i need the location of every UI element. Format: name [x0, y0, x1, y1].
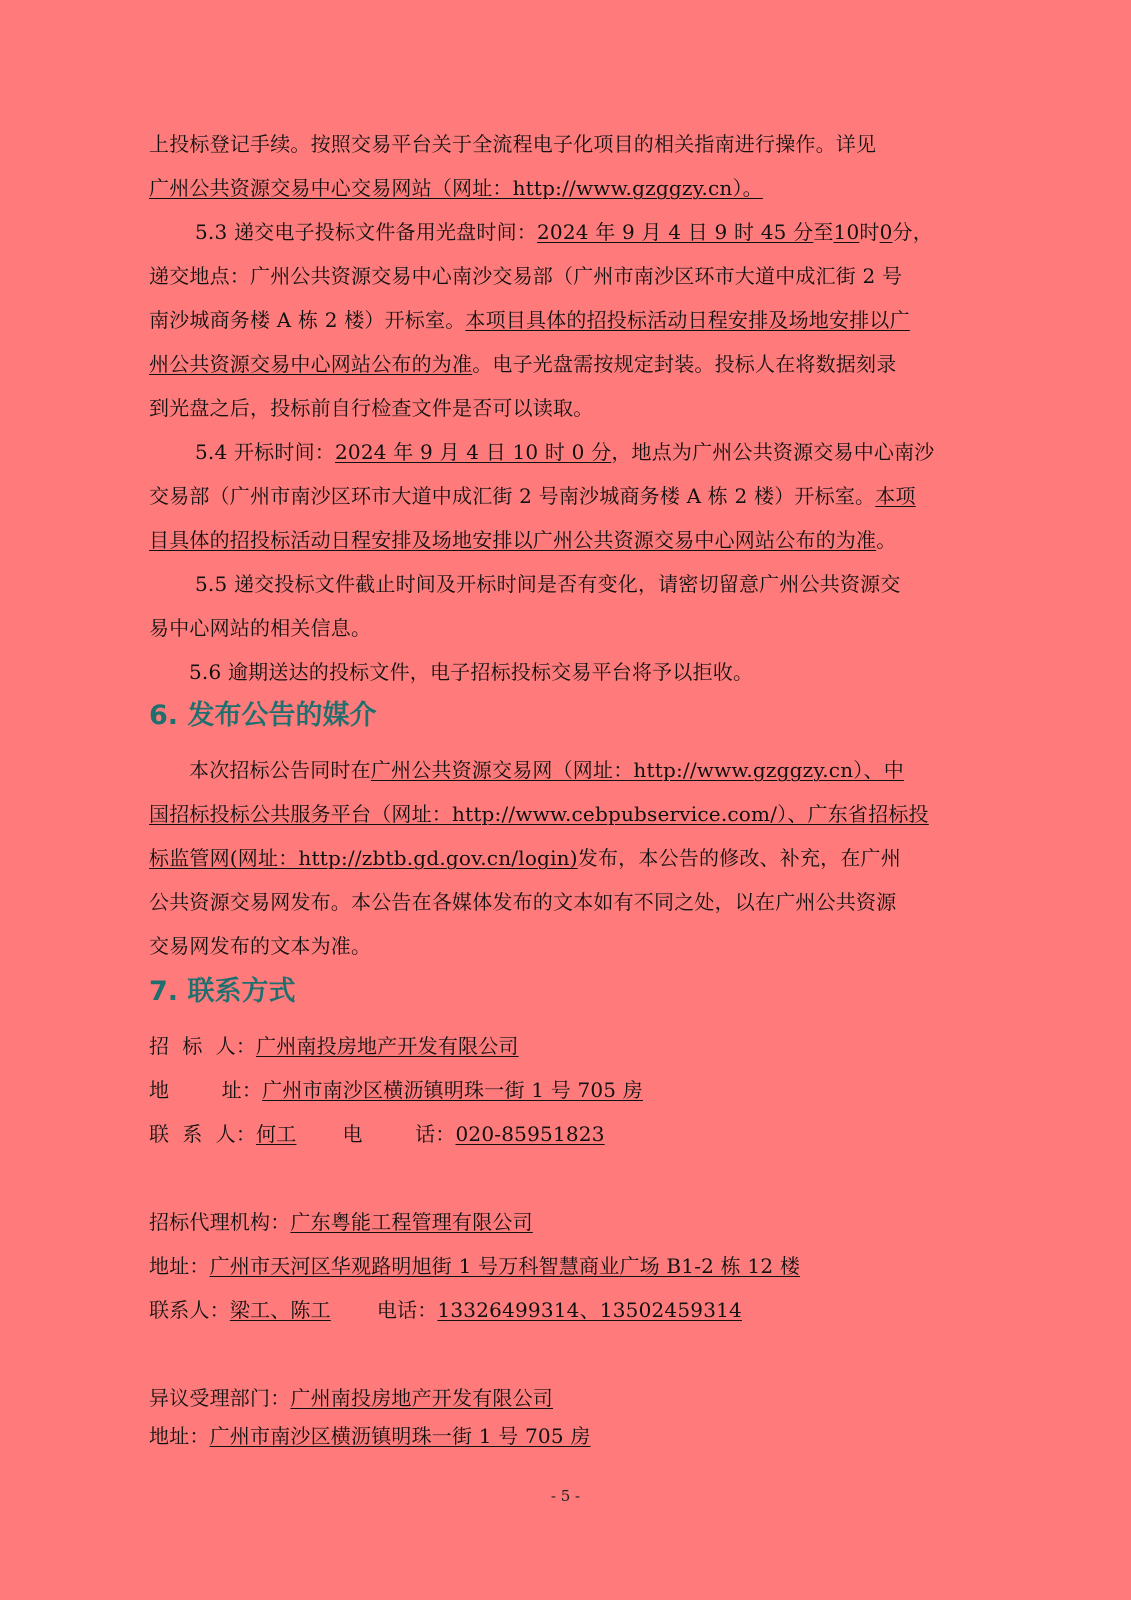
s5-line-10: 目具体的招投标活动日程安排及场地安排以广州公共资源交易中心网站公布的为准。: [149, 528, 897, 552]
tenderer-name: 广州南投房地产开发有限公司: [256, 1034, 519, 1058]
s5-line-4: 递交地点：广州公共资源交易中心南沙交易部（广州市南沙区环市大道中成汇街 2 号: [149, 264, 903, 288]
tenderer-row: 招 标 人：广州南投房地产开发有限公司: [149, 1034, 519, 1058]
agency-name: 广东粤能工程管理有限公司: [290, 1210, 533, 1234]
s6-line-4: 公共资源交易网发布。本公告在各媒体发布的文本如有不同之处，以在广州公共资源: [149, 890, 897, 914]
s5-item-5-5: 5.5 递交投标文件截止时间及开标时间是否有变化，请密切留意广州公共资源交: [195, 572, 901, 596]
s5-line-1-text: 上投标登记手续。按照交易平台关于全流程电子化项目的相关指南进行操作。详见: [149, 132, 877, 156]
s5-item-5-6: 5.6 逾期送达的投标文件，电子招标投标交易平台将予以拒收。: [189, 660, 754, 684]
agency-phone: 13326499314、13502459314: [437, 1298, 742, 1322]
objection-address-row: 地址：广州市南沙区横沥镇明珠一街 1 号 705 房: [149, 1424, 591, 1448]
s6-line-1: 本次招标公告同时在广州公共资源交易网（网址：http://www.gzggzy.cn）、中: [189, 758, 904, 782]
agency-contact: 梁工、陈工: [229, 1298, 331, 1322]
objection-dept: 广州南投房地产开发有限公司: [290, 1386, 554, 1410]
s5-item-5-3: 5.3 递交电子投标文件备用光盘时间：2024 年 9 月 4 日 9 时 45 分至10时0分，: [195, 220, 933, 244]
s6-line-2: [149, 802, 929, 826]
section-6-heading: 6. 发布公告的媒介: [149, 700, 377, 731]
s5-line-5: 南沙城商务楼 A 栋 2 楼）开标室。本项目具体的招投标活动日程安排及场地安排以广: [149, 308, 910, 332]
agency-row: 招标代理机构：广东粤能工程管理有限公司: [149, 1210, 533, 1234]
page-number: - 5 -: [550, 1487, 581, 1505]
s5-line-2: [149, 176, 763, 200]
agency-address: 广州市天河区华观路明旭街 1 号万科智慧商业广场 B1-2 栋 12 楼: [209, 1254, 801, 1278]
s5-line-12: 易中心网站的相关信息。: [149, 616, 372, 640]
tenderer-contact: 何工: [256, 1122, 297, 1146]
s5-line-1: [149, 132, 876, 156]
tenderer-contact-row: 联 系 人：何工 电 话：020-85951823: [149, 1122, 605, 1146]
tenderer-address-row: 地 址：广州市南沙区横沥镇明珠一街 1 号 705 房: [149, 1078, 643, 1102]
section-7-heading: 7. 联系方式: [149, 976, 296, 1007]
s6-line-3: 标监管网(网址：http://zbtb.gd.gov.cn/login)发布，本公告的修改、补充，在广州: [149, 846, 901, 870]
gzggzy-link[interactable]: 广州公共资源交易网（网址：http://www.gzggzy.cn）、中: [370, 758, 904, 782]
backup-disc-time: 2024 年 9 月 4 日 9 时 45 分: [536, 220, 814, 244]
objection-row: 异议受理部门：广州南投房地产开发有限公司: [149, 1386, 554, 1410]
s5-item-5-4: 5.4 开标时间：2024 年 9 月 4 日 10 时 0 分，地点为广州公共资源交易中心南沙: [195, 440, 935, 464]
trading-website-link[interactable]: 广州公共资源交易中心交易网站（网址：http://www.gzggzy.cn）。: [149, 176, 763, 200]
s5-line-7: 到光盘之后，投标前自行检查文件是否可以读取。: [149, 396, 594, 420]
s5-line-6: 州公共资源交易中心网站公布的为准。电子光盘需按规定封装。投标人在将数据刻录: [149, 352, 897, 376]
zbtb-link[interactable]: 标监管网(网址：http://zbtb.gd.gov.cn/login): [149, 846, 578, 870]
objection-address: 广州市南沙区横沥镇明珠一街 1 号 705 房: [209, 1424, 591, 1448]
bid-opening-time: 2024 年 9 月 4 日 10 时 0 分: [334, 440, 612, 464]
cebpubservice-link[interactable]: 国招标投标公共服务平台（网址：http://www.cebpubservice.com/）、广东省招标投: [149, 802, 929, 826]
s6-line-5: 交易网发布的文本为准。: [149, 934, 372, 958]
agency-contact-row: 联系人：梁工、陈工 电话：13326499314、13502459314: [149, 1298, 742, 1322]
agency-address-row: 地址：广州市天河区华观路明旭街 1 号万科智慧商业广场 B1-2 栋 12 楼: [149, 1254, 801, 1278]
tenderer-phone: 020-85951823: [455, 1122, 605, 1146]
tenderer-address: 广州市南沙区横沥镇明珠一街 1 号 705 房: [262, 1078, 643, 1102]
s5-line-9: 交易部（广州市南沙区环市大道中成汇街 2 号南沙城商务楼 A 栋 2 楼）开标室。本项: [149, 484, 916, 508]
